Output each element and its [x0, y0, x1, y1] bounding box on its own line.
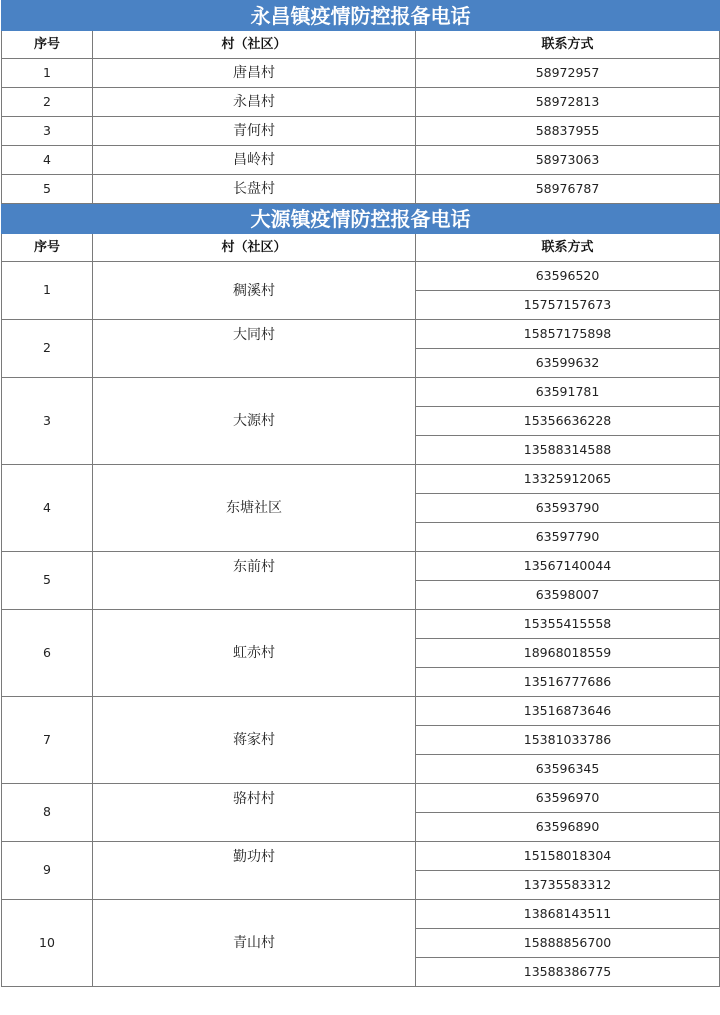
col-header-contact: 联系方式: [416, 234, 720, 262]
phone-number: 13735583312: [416, 871, 720, 900]
village-name: 大同村: [93, 320, 416, 378]
row-number: 3: [2, 117, 93, 146]
phone-number: 58972813: [416, 88, 720, 117]
row-number: 1: [2, 262, 93, 320]
village-name: 永昌村: [93, 88, 416, 117]
table-row: [2, 378, 720, 407]
row-number: 4: [2, 465, 93, 552]
phone-number: 58976787: [416, 175, 720, 204]
village-name: 蒋家村: [93, 697, 416, 784]
row-number: 2: [2, 88, 93, 117]
table-row: [2, 465, 720, 494]
phone-number: 63598007: [416, 581, 720, 610]
phone-number: 15888856700: [416, 929, 720, 958]
village-name: 昌岭村: [93, 146, 416, 175]
phone-number: 63596520: [416, 262, 720, 291]
phone-number: 58837955: [416, 117, 720, 146]
table-row: [2, 552, 720, 581]
section2-title-row: [2, 204, 720, 234]
header-row: [2, 31, 720, 59]
row-number: 4: [2, 146, 93, 175]
row-number: 7: [2, 697, 93, 784]
phone-number: 63596970: [416, 784, 720, 813]
village-name: 大源村: [93, 378, 416, 465]
row-number: 10: [2, 900, 93, 987]
phone-number: 13325912065: [416, 465, 720, 494]
phone-number: 58973063: [416, 146, 720, 175]
row-number: 9: [2, 842, 93, 900]
table-row: [2, 59, 720, 88]
phone-number: 58972957: [416, 59, 720, 88]
col-header-contact: 联系方式: [416, 31, 720, 59]
village-name: 长盘村: [93, 175, 416, 204]
header-row: [2, 234, 720, 262]
table-row: [2, 146, 720, 175]
section1-title-row: [2, 1, 720, 31]
table-row: [2, 88, 720, 117]
phone-number: 13868143511: [416, 900, 720, 929]
table-row: [2, 784, 720, 813]
row-number: 5: [2, 552, 93, 610]
table-row: [2, 117, 720, 146]
contact-table: [1, 0, 720, 987]
table-row: [2, 262, 720, 291]
table-row: [2, 900, 720, 929]
phone-number: 15355415558: [416, 610, 720, 639]
table-row: [2, 320, 720, 349]
section-title: 永昌镇疫情防控报备电话: [2, 1, 720, 31]
phone-number: 15158018304: [416, 842, 720, 871]
phone-number: 63596345: [416, 755, 720, 784]
phone-number: 13588314588: [416, 436, 720, 465]
phone-number: 15356636228: [416, 407, 720, 436]
village-name: 骆村村: [93, 784, 416, 842]
phone-number: 18968018559: [416, 639, 720, 668]
village-name: 唐昌村: [93, 59, 416, 88]
row-number: 8: [2, 784, 93, 842]
phone-number: 63593790: [416, 494, 720, 523]
section-title: 大源镇疫情防控报备电话: [2, 204, 720, 234]
phone-number: 63599632: [416, 349, 720, 378]
row-number: 6: [2, 610, 93, 697]
row-number: 5: [2, 175, 93, 204]
village-name: 青何村: [93, 117, 416, 146]
table-row: [2, 175, 720, 204]
phone-number: 13516873646: [416, 697, 720, 726]
phone-number: 15381033786: [416, 726, 720, 755]
phone-number: 13588386775: [416, 958, 720, 987]
col-header-no: 序号: [2, 234, 93, 262]
table-row: [2, 842, 720, 871]
village-name: 东塘社区: [93, 465, 416, 552]
phone-number: 63591781: [416, 378, 720, 407]
village-name: 青山村: [93, 900, 416, 987]
row-number: 1: [2, 59, 93, 88]
table-row: [2, 697, 720, 726]
village-name: 勤功村: [93, 842, 416, 900]
phone-number: 15757157673: [416, 291, 720, 320]
village-name: 稠溪村: [93, 262, 416, 320]
row-number: 3: [2, 378, 93, 465]
village-name: 虹赤村: [93, 610, 416, 697]
phone-number: 13567140044: [416, 552, 720, 581]
col-header-no: 序号: [2, 31, 93, 59]
village-name: 东前村: [93, 552, 416, 610]
row-number: 2: [2, 320, 93, 378]
phone-number: 63597790: [416, 523, 720, 552]
phone-number: 13516777686: [416, 668, 720, 697]
col-header-village: 村（社区）: [93, 234, 416, 262]
phone-number: 15857175898: [416, 320, 720, 349]
table-row: [2, 610, 720, 639]
phone-number: 63596890: [416, 813, 720, 842]
col-header-village: 村（社区）: [93, 31, 416, 59]
